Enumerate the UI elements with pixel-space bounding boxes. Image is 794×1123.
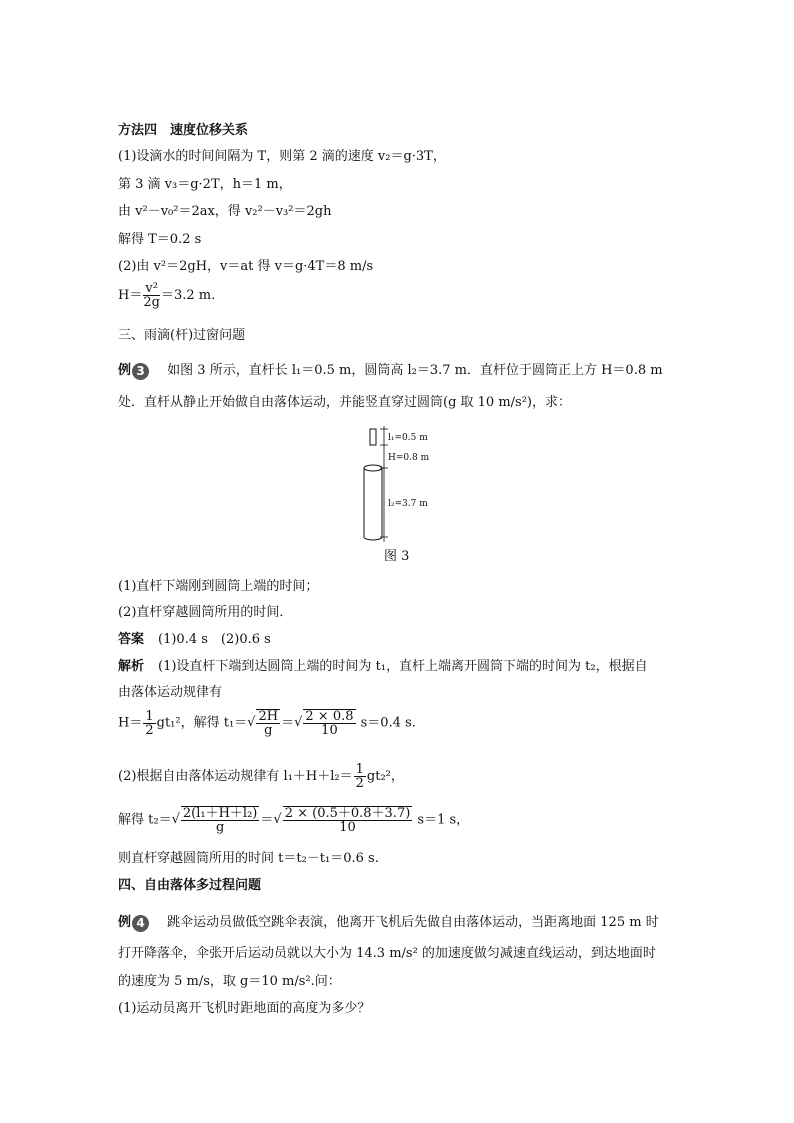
equation-1: H＝ $\frac{1}{2}$ gt₁²，解得 t₁＝√ $\frac{2H}{g}$ ＝√ $\frac{2 \times 0.8}{10}$ s＝0.4 s.	[118, 708, 416, 738]
method4-line3: 由 v²－v₀²＝2ax，得 v₂²－v₃²＝2gh	[118, 204, 332, 219]
conclusion: 则直杆穿越圆筒所用的时间 t＝t₂－t₁＝0.6 s.	[118, 851, 379, 866]
method4-line5: (2)由 v²＝2gH，v＝at 得 v＝g·4T＝8 m/s	[118, 259, 374, 274]
example4-text1: 跳伞运动员做低空跳伞表演，他离开飞机后先做自由落体运动，当距离地面 125 m 时	[167, 915, 659, 930]
method4-title: 方法四 速度位移关系	[118, 123, 249, 138]
cylinder-bottom	[364, 537, 382, 540]
example4-line1	[118, 914, 659, 932]
equation-3: 解得 t₂＝√ $\frac{\text{2(l₁＋H＋l₂)}}{g}$ ＝√ $\frac{2 \times (0.5+0.8+3.7)}{10}$ s＝1 s，	[118, 806, 470, 835]
example3-line1	[118, 362, 663, 380]
label-H: H=0.8 m	[388, 453, 430, 463]
equation-2: (2)根据自由落体运动规律有 l₁＋H＋l₂＝ $\frac{1}{2}$ gt₂²，	[118, 762, 404, 791]
example4-line2: 打开降落伞，伞张开后运动员就以大小为 14.3 m/s² 的加速度做匀减速直线运动，到达地面时	[118, 946, 656, 961]
answer-line	[118, 631, 271, 649]
label-l1: l₁=0.5 m	[388, 433, 428, 443]
eq-rhs: ＝3.2 m.	[160, 288, 216, 303]
answer-label: 答案	[118, 632, 145, 647]
sqrt-sign: √	[247, 715, 256, 730]
eq-lhs: H＝	[118, 288, 143, 303]
method4-line2: 第 3 滴 v₃＝g·2T，h＝1 m，	[118, 177, 292, 192]
section3-title: 三、雨滴(杆)过窗问题	[118, 328, 246, 343]
cylinder-top	[364, 465, 382, 471]
method4-line1: (1)设滴水的时间间隔为 T，则第 2 滴的速度 v₂＝g·3T，	[118, 149, 446, 164]
analysis-label: 解析	[118, 659, 145, 674]
example-badge: 例 4	[118, 914, 149, 932]
figure-caption: 图 3	[384, 549, 410, 564]
example3-q2: (2)直杆穿越圆筒所用的时间．	[118, 605, 293, 620]
label-l2: l₂=3.7 m	[388, 499, 428, 509]
answer-text: (1)0.4 s (2)0.6 s	[158, 632, 271, 647]
method4-line4: 解得 T＝0.2 s	[118, 232, 202, 247]
analysis-text1: (1)设直杆下端到达圆筒上端的时间为 t₁，直杆上端离开圆筒下端的时间为 t₂，根据自	[158, 659, 648, 674]
example-badge: 例 3	[118, 362, 149, 380]
analysis-line2: 由落体运动规律有	[118, 685, 223, 700]
section4-title: 四、自由落体多过程问题	[118, 878, 262, 893]
fraction: $\frac{\text{v²}}{2g}$	[143, 281, 160, 310]
example3-q1: (1)直杆下端刚到圆筒上端的时间；	[118, 579, 319, 594]
analysis-line1	[118, 658, 648, 676]
figure-3-diagram	[360, 424, 470, 548]
example3-line2: 处．直杆从静止开始做自由落体运动，并能竖直穿过圆筒(g 取 10 m/s²)，求：	[118, 395, 571, 410]
rod	[370, 429, 376, 445]
example4-q1: (1)运动员离开飞机时距地面的高度为多少？	[118, 1001, 371, 1016]
example4-line3: 的速度为 5 m/s，取 g＝10 m/s².问：	[118, 974, 341, 989]
method4-line6	[118, 282, 215, 309]
example3-text1: 如图 3 所示，直杆长 l₁＝0.5 m，圆筒高 l₂＝3.7 m．直杆位于圆筒正上方 H＝0.8 m	[167, 363, 663, 378]
